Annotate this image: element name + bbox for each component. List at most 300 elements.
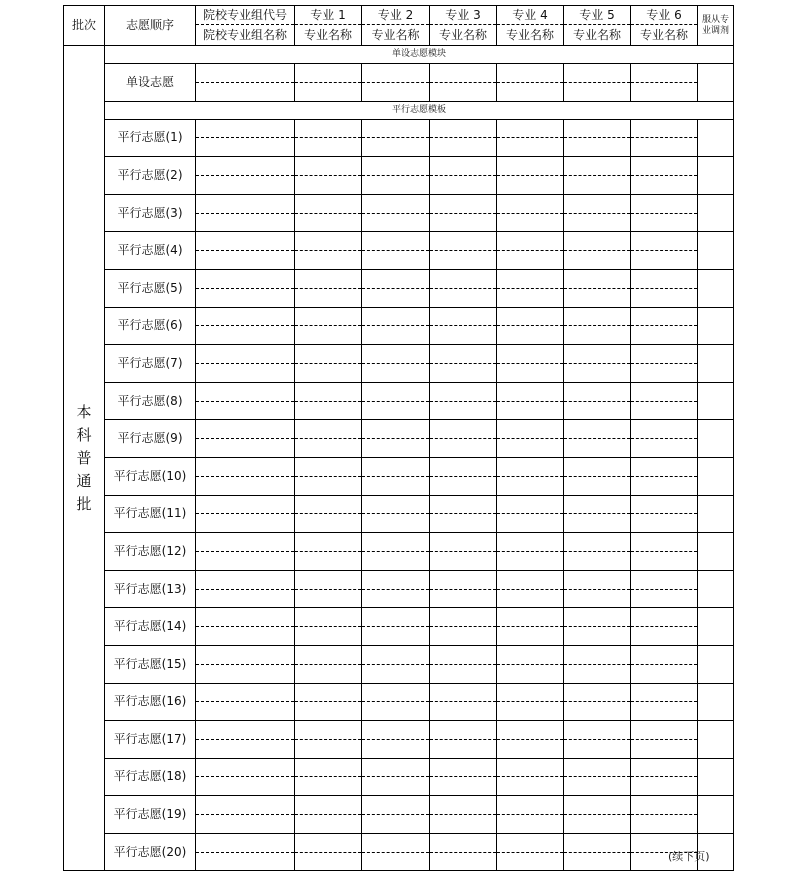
group-code-field[interactable] bbox=[196, 495, 295, 514]
major-field[interactable] bbox=[295, 683, 362, 702]
major-name-field[interactable] bbox=[295, 702, 362, 721]
major-name-field[interactable] bbox=[631, 627, 698, 646]
major-field[interactable] bbox=[564, 833, 631, 852]
major-name-field[interactable] bbox=[430, 815, 497, 834]
major-name-field[interactable] bbox=[295, 138, 362, 157]
major-name-field[interactable] bbox=[631, 288, 698, 307]
major-field[interactable] bbox=[564, 645, 631, 664]
major-field[interactable] bbox=[497, 157, 564, 176]
major-name-field[interactable] bbox=[430, 852, 497, 871]
major-name-field[interactable] bbox=[631, 777, 698, 796]
major-name-field[interactable] bbox=[295, 777, 362, 796]
major-name-field[interactable] bbox=[295, 175, 362, 194]
major-name-field[interactable] bbox=[295, 739, 362, 758]
major-field[interactable] bbox=[564, 194, 631, 213]
major-name-field[interactable] bbox=[631, 476, 698, 495]
major-field[interactable] bbox=[631, 645, 698, 664]
major-name-field[interactable] bbox=[564, 739, 631, 758]
major-field[interactable] bbox=[497, 194, 564, 213]
major-field[interactable] bbox=[497, 457, 564, 476]
major-field[interactable] bbox=[631, 119, 698, 138]
group-name-field[interactable] bbox=[196, 815, 295, 834]
major-name-field[interactable] bbox=[564, 326, 631, 345]
major-field[interactable] bbox=[631, 420, 698, 439]
major-name-field[interactable] bbox=[497, 288, 564, 307]
major-field[interactable] bbox=[631, 232, 698, 251]
major-field[interactable] bbox=[295, 382, 362, 401]
group-code-field[interactable] bbox=[196, 232, 295, 251]
major-name-field[interactable] bbox=[430, 627, 497, 646]
major-name-field[interactable] bbox=[295, 476, 362, 495]
major-name-field[interactable] bbox=[564, 589, 631, 608]
major-field[interactable] bbox=[430, 345, 497, 364]
major-field[interactable] bbox=[295, 345, 362, 364]
major-field[interactable] bbox=[430, 157, 497, 176]
group-name-field[interactable] bbox=[196, 476, 295, 495]
group-name-field[interactable] bbox=[196, 739, 295, 758]
group-code-field[interactable] bbox=[196, 683, 295, 702]
major-field[interactable] bbox=[430, 457, 497, 476]
major-field[interactable] bbox=[497, 683, 564, 702]
major-name-field[interactable] bbox=[564, 213, 631, 232]
major-name-field[interactable] bbox=[362, 326, 430, 345]
major-field[interactable] bbox=[497, 570, 564, 589]
major-name-field[interactable] bbox=[631, 664, 698, 683]
major-name-field[interactable] bbox=[564, 514, 631, 533]
major-name-field[interactable] bbox=[430, 739, 497, 758]
major-field[interactable] bbox=[295, 608, 362, 627]
major-name-field[interactable] bbox=[362, 476, 430, 495]
major-name-field[interactable] bbox=[497, 363, 564, 382]
major-name-field[interactable] bbox=[295, 213, 362, 232]
major-field[interactable] bbox=[362, 232, 430, 251]
major-name-field[interactable] bbox=[564, 551, 631, 570]
major-name-field[interactable] bbox=[430, 138, 497, 157]
major-field[interactable] bbox=[295, 457, 362, 476]
group-name-field[interactable] bbox=[196, 514, 295, 533]
major-field[interactable] bbox=[362, 495, 430, 514]
major-field[interactable] bbox=[564, 758, 631, 777]
major-field[interactable] bbox=[362, 608, 430, 627]
group-code-field[interactable] bbox=[196, 645, 295, 664]
major-name-field[interactable] bbox=[631, 82, 698, 101]
group-name-field[interactable] bbox=[196, 138, 295, 157]
group-name-field[interactable] bbox=[196, 852, 295, 871]
group-name-field[interactable] bbox=[196, 213, 295, 232]
major-name-field[interactable] bbox=[497, 401, 564, 420]
major-name-field[interactable] bbox=[430, 664, 497, 683]
adjust-checkbox-cell[interactable] bbox=[698, 119, 734, 157]
major-field[interactable] bbox=[295, 495, 362, 514]
major-field[interactable] bbox=[362, 758, 430, 777]
group-code-field[interactable] bbox=[196, 420, 295, 439]
group-name-field[interactable] bbox=[196, 401, 295, 420]
major-field[interactable] bbox=[362, 194, 430, 213]
major-name-field[interactable] bbox=[631, 251, 698, 270]
adjust-checkbox-cell[interactable] bbox=[698, 232, 734, 270]
major-field[interactable] bbox=[295, 721, 362, 740]
major-field[interactable] bbox=[564, 457, 631, 476]
group-code-field[interactable] bbox=[196, 833, 295, 852]
major-field[interactable] bbox=[362, 382, 430, 401]
major-field[interactable] bbox=[430, 119, 497, 138]
adjust-checkbox-cell[interactable] bbox=[698, 307, 734, 345]
major-field[interactable] bbox=[631, 533, 698, 552]
major-field[interactable] bbox=[564, 683, 631, 702]
major-name-field[interactable] bbox=[497, 589, 564, 608]
adjust-checkbox-cell[interactable] bbox=[698, 608, 734, 646]
major-field[interactable] bbox=[362, 269, 430, 288]
major-field[interactable] bbox=[631, 157, 698, 176]
major-field[interactable] bbox=[497, 119, 564, 138]
major-name-field[interactable] bbox=[362, 664, 430, 683]
major-name-field[interactable] bbox=[295, 627, 362, 646]
major-field[interactable] bbox=[430, 796, 497, 815]
adjust-checkbox-cell[interactable] bbox=[698, 457, 734, 495]
major-name-field[interactable] bbox=[362, 439, 430, 458]
major-name-field[interactable] bbox=[497, 251, 564, 270]
group-name-field[interactable] bbox=[196, 702, 295, 721]
major-field[interactable] bbox=[497, 833, 564, 852]
major-field[interactable] bbox=[430, 269, 497, 288]
major-name-field[interactable] bbox=[362, 288, 430, 307]
major-name-field[interactable] bbox=[430, 213, 497, 232]
group-code-field[interactable] bbox=[196, 457, 295, 476]
major-name-field[interactable] bbox=[631, 363, 698, 382]
major-field[interactable] bbox=[362, 457, 430, 476]
major-name-field[interactable] bbox=[631, 589, 698, 608]
major-name-field[interactable] bbox=[631, 175, 698, 194]
major-field[interactable] bbox=[295, 307, 362, 326]
major-field[interactable] bbox=[430, 382, 497, 401]
group-name-field[interactable] bbox=[196, 326, 295, 345]
major-name-field[interactable] bbox=[295, 82, 362, 101]
major-field[interactable] bbox=[497, 307, 564, 326]
major-field[interactable] bbox=[295, 64, 362, 83]
major-name-field[interactable] bbox=[430, 363, 497, 382]
major-field[interactable] bbox=[564, 269, 631, 288]
major-name-field[interactable] bbox=[362, 175, 430, 194]
major-name-field[interactable] bbox=[430, 251, 497, 270]
major-name-field[interactable] bbox=[430, 551, 497, 570]
major-name-field[interactable] bbox=[564, 401, 631, 420]
major-field[interactable] bbox=[631, 495, 698, 514]
major-field[interactable] bbox=[362, 796, 430, 815]
major-field[interactable] bbox=[497, 64, 564, 83]
major-name-field[interactable] bbox=[631, 138, 698, 157]
group-name-field[interactable] bbox=[196, 439, 295, 458]
major-name-field[interactable] bbox=[430, 82, 497, 101]
major-field[interactable] bbox=[564, 157, 631, 176]
group-code-field[interactable] bbox=[196, 721, 295, 740]
major-field[interactable] bbox=[497, 796, 564, 815]
adjust-checkbox-cell[interactable] bbox=[698, 64, 734, 102]
group-code-field[interactable] bbox=[196, 269, 295, 288]
major-field[interactable] bbox=[362, 64, 430, 83]
major-name-field[interactable] bbox=[362, 363, 430, 382]
major-field[interactable] bbox=[497, 495, 564, 514]
major-name-field[interactable] bbox=[631, 739, 698, 758]
major-name-field[interactable] bbox=[295, 251, 362, 270]
major-name-field[interactable] bbox=[362, 213, 430, 232]
major-field[interactable] bbox=[631, 796, 698, 815]
major-field[interactable] bbox=[430, 608, 497, 627]
major-name-field[interactable] bbox=[564, 138, 631, 157]
major-field[interactable] bbox=[497, 645, 564, 664]
major-field[interactable] bbox=[362, 683, 430, 702]
major-field[interactable] bbox=[497, 608, 564, 627]
major-field[interactable] bbox=[631, 307, 698, 326]
major-field[interactable] bbox=[362, 345, 430, 364]
group-name-field[interactable] bbox=[196, 777, 295, 796]
major-field[interactable] bbox=[295, 533, 362, 552]
major-field[interactable] bbox=[631, 194, 698, 213]
group-name-field[interactable] bbox=[196, 627, 295, 646]
group-name-field[interactable] bbox=[196, 175, 295, 194]
major-name-field[interactable] bbox=[564, 288, 631, 307]
major-field[interactable] bbox=[430, 533, 497, 552]
major-field[interactable] bbox=[295, 796, 362, 815]
major-name-field[interactable] bbox=[362, 702, 430, 721]
adjust-checkbox-cell[interactable] bbox=[698, 420, 734, 458]
major-field[interactable] bbox=[497, 345, 564, 364]
major-field[interactable] bbox=[430, 232, 497, 251]
group-name-field[interactable] bbox=[196, 664, 295, 683]
major-name-field[interactable] bbox=[497, 326, 564, 345]
major-name-field[interactable] bbox=[497, 852, 564, 871]
major-field[interactable] bbox=[362, 533, 430, 552]
major-name-field[interactable] bbox=[564, 702, 631, 721]
adjust-checkbox-cell[interactable] bbox=[698, 157, 734, 195]
major-field[interactable] bbox=[430, 645, 497, 664]
major-name-field[interactable] bbox=[497, 627, 564, 646]
major-name-field[interactable] bbox=[362, 251, 430, 270]
major-name-field[interactable] bbox=[430, 401, 497, 420]
major-name-field[interactable] bbox=[631, 514, 698, 533]
major-field[interactable] bbox=[295, 119, 362, 138]
group-name-field[interactable] bbox=[196, 589, 295, 608]
adjust-checkbox-cell[interactable] bbox=[698, 645, 734, 683]
group-code-field[interactable] bbox=[196, 533, 295, 552]
major-field[interactable] bbox=[497, 382, 564, 401]
major-name-field[interactable] bbox=[362, 627, 430, 646]
major-name-field[interactable] bbox=[497, 476, 564, 495]
major-field[interactable] bbox=[430, 64, 497, 83]
major-field[interactable] bbox=[564, 232, 631, 251]
major-field[interactable] bbox=[564, 382, 631, 401]
major-field[interactable] bbox=[497, 232, 564, 251]
major-name-field[interactable] bbox=[430, 777, 497, 796]
major-name-field[interactable] bbox=[631, 326, 698, 345]
major-field[interactable] bbox=[430, 683, 497, 702]
major-name-field[interactable] bbox=[497, 138, 564, 157]
major-field[interactable] bbox=[564, 721, 631, 740]
major-field[interactable] bbox=[295, 194, 362, 213]
major-name-field[interactable] bbox=[295, 363, 362, 382]
major-name-field[interactable] bbox=[362, 852, 430, 871]
major-name-field[interactable] bbox=[362, 777, 430, 796]
major-name-field[interactable] bbox=[564, 363, 631, 382]
group-code-field[interactable] bbox=[196, 608, 295, 627]
major-name-field[interactable] bbox=[497, 175, 564, 194]
major-field[interactable] bbox=[564, 796, 631, 815]
major-field[interactable] bbox=[564, 495, 631, 514]
group-code-field[interactable] bbox=[196, 194, 295, 213]
major-field[interactable] bbox=[295, 833, 362, 852]
group-code-field[interactable] bbox=[196, 382, 295, 401]
major-name-field[interactable] bbox=[295, 852, 362, 871]
major-name-field[interactable] bbox=[295, 664, 362, 683]
major-name-field[interactable] bbox=[497, 551, 564, 570]
major-field[interactable] bbox=[564, 119, 631, 138]
major-name-field[interactable] bbox=[430, 589, 497, 608]
major-field[interactable] bbox=[362, 420, 430, 439]
major-field[interactable] bbox=[295, 758, 362, 777]
major-field[interactable] bbox=[564, 345, 631, 364]
major-name-field[interactable] bbox=[497, 213, 564, 232]
major-field[interactable] bbox=[362, 721, 430, 740]
major-field[interactable] bbox=[631, 683, 698, 702]
adjust-checkbox-cell[interactable] bbox=[698, 345, 734, 383]
group-name-field[interactable] bbox=[196, 551, 295, 570]
major-name-field[interactable] bbox=[430, 175, 497, 194]
major-field[interactable] bbox=[295, 645, 362, 664]
major-field[interactable] bbox=[430, 307, 497, 326]
major-field[interactable] bbox=[295, 420, 362, 439]
major-name-field[interactable] bbox=[362, 815, 430, 834]
major-field[interactable] bbox=[362, 645, 430, 664]
major-name-field[interactable] bbox=[362, 82, 430, 101]
major-field[interactable] bbox=[631, 457, 698, 476]
major-field[interactable] bbox=[362, 833, 430, 852]
major-name-field[interactable] bbox=[430, 326, 497, 345]
major-name-field[interactable] bbox=[295, 589, 362, 608]
major-field[interactable] bbox=[497, 533, 564, 552]
group-code-field[interactable] bbox=[196, 307, 295, 326]
adjust-checkbox-cell[interactable] bbox=[698, 570, 734, 608]
major-name-field[interactable] bbox=[295, 551, 362, 570]
major-name-field[interactable] bbox=[564, 82, 631, 101]
major-name-field[interactable] bbox=[497, 739, 564, 758]
major-name-field[interactable] bbox=[564, 627, 631, 646]
major-field[interactable] bbox=[564, 608, 631, 627]
major-name-field[interactable] bbox=[295, 326, 362, 345]
major-field[interactable] bbox=[497, 420, 564, 439]
major-name-field[interactable] bbox=[295, 815, 362, 834]
major-name-field[interactable] bbox=[564, 664, 631, 683]
major-name-field[interactable] bbox=[430, 439, 497, 458]
adjust-checkbox-cell[interactable] bbox=[698, 194, 734, 232]
group-name-field[interactable] bbox=[196, 363, 295, 382]
major-field[interactable] bbox=[430, 758, 497, 777]
major-name-field[interactable] bbox=[564, 251, 631, 270]
major-field[interactable] bbox=[497, 758, 564, 777]
major-name-field[interactable] bbox=[631, 401, 698, 420]
major-name-field[interactable] bbox=[362, 138, 430, 157]
major-field[interactable] bbox=[631, 758, 698, 777]
major-field[interactable] bbox=[564, 570, 631, 589]
major-field[interactable] bbox=[430, 420, 497, 439]
major-name-field[interactable] bbox=[497, 702, 564, 721]
group-code-field[interactable] bbox=[196, 758, 295, 777]
major-field[interactable] bbox=[295, 157, 362, 176]
major-field[interactable] bbox=[430, 495, 497, 514]
major-field[interactable] bbox=[497, 269, 564, 288]
major-name-field[interactable] bbox=[497, 815, 564, 834]
major-field[interactable] bbox=[362, 570, 430, 589]
group-name-field[interactable] bbox=[196, 82, 295, 101]
group-code-field[interactable] bbox=[196, 345, 295, 364]
group-name-field[interactable] bbox=[196, 288, 295, 307]
major-field[interactable] bbox=[295, 269, 362, 288]
major-name-field[interactable] bbox=[631, 439, 698, 458]
major-field[interactable] bbox=[362, 157, 430, 176]
major-name-field[interactable] bbox=[564, 476, 631, 495]
group-code-field[interactable] bbox=[196, 796, 295, 815]
major-name-field[interactable] bbox=[295, 401, 362, 420]
adjust-checkbox-cell[interactable] bbox=[698, 721, 734, 759]
major-name-field[interactable] bbox=[430, 288, 497, 307]
major-field[interactable] bbox=[430, 194, 497, 213]
group-code-field[interactable] bbox=[196, 157, 295, 176]
major-name-field[interactable] bbox=[497, 82, 564, 101]
major-field[interactable] bbox=[631, 269, 698, 288]
group-code-field[interactable] bbox=[196, 570, 295, 589]
major-name-field[interactable] bbox=[497, 664, 564, 683]
major-name-field[interactable] bbox=[362, 401, 430, 420]
major-field[interactable] bbox=[362, 307, 430, 326]
major-name-field[interactable] bbox=[295, 439, 362, 458]
major-field[interactable] bbox=[497, 721, 564, 740]
major-field[interactable] bbox=[430, 570, 497, 589]
major-name-field[interactable] bbox=[430, 702, 497, 721]
major-field[interactable] bbox=[362, 119, 430, 138]
major-name-field[interactable] bbox=[564, 852, 631, 871]
group-code-field[interactable] bbox=[196, 64, 295, 83]
major-field[interactable] bbox=[631, 721, 698, 740]
major-name-field[interactable] bbox=[362, 589, 430, 608]
group-name-field[interactable] bbox=[196, 251, 295, 270]
major-field[interactable] bbox=[631, 570, 698, 589]
major-name-field[interactable] bbox=[497, 777, 564, 796]
major-name-field[interactable] bbox=[631, 702, 698, 721]
major-name-field[interactable] bbox=[564, 815, 631, 834]
major-name-field[interactable] bbox=[362, 551, 430, 570]
adjust-checkbox-cell[interactable] bbox=[698, 269, 734, 307]
major-name-field[interactable] bbox=[362, 514, 430, 533]
major-field[interactable] bbox=[430, 721, 497, 740]
major-name-field[interactable] bbox=[497, 439, 564, 458]
major-field[interactable] bbox=[564, 307, 631, 326]
major-field[interactable] bbox=[430, 833, 497, 852]
major-field[interactable] bbox=[564, 533, 631, 552]
adjust-checkbox-cell[interactable] bbox=[698, 758, 734, 796]
major-name-field[interactable] bbox=[430, 476, 497, 495]
major-field[interactable] bbox=[631, 382, 698, 401]
major-field[interactable] bbox=[631, 345, 698, 364]
adjust-checkbox-cell[interactable] bbox=[698, 382, 734, 420]
major-name-field[interactable] bbox=[631, 815, 698, 834]
group-code-field[interactable] bbox=[196, 119, 295, 138]
major-name-field[interactable] bbox=[295, 514, 362, 533]
adjust-checkbox-cell[interactable] bbox=[698, 495, 734, 533]
major-name-field[interactable] bbox=[497, 514, 564, 533]
major-field[interactable] bbox=[564, 420, 631, 439]
adjust-checkbox-cell[interactable] bbox=[698, 683, 734, 721]
major-field[interactable] bbox=[631, 608, 698, 627]
major-name-field[interactable] bbox=[564, 175, 631, 194]
major-field[interactable] bbox=[631, 64, 698, 83]
